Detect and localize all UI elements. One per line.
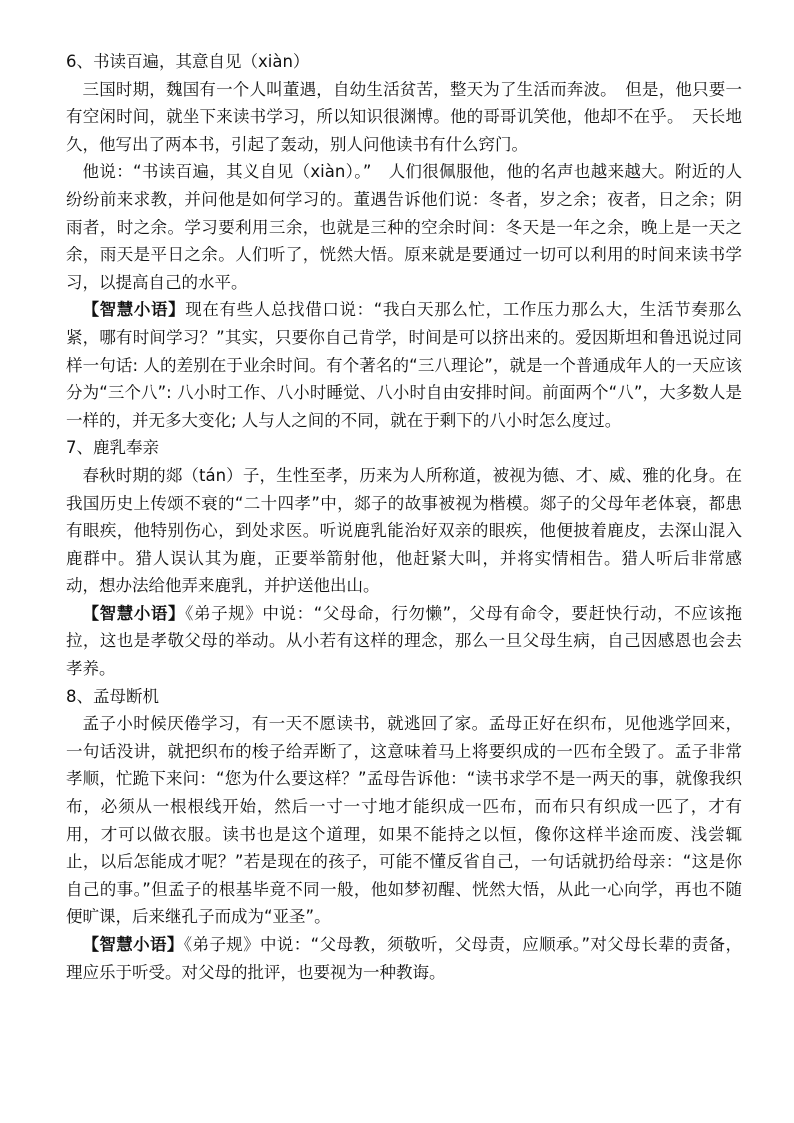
section-8-story: 孟子小时候厌倦学习，有一天不愿读书，就逃回了家。孟母正好在织布，见他逃学回来，一句话没讲，就把织布的梭子给弄断了，这意味着马上将要织成的一匹布全毁了。孟子非常孝顺，忙跪下来问：“您为什么要这样？”孟母告诉他：“读书求学不是一两天的事，就像我织布，必须从一根根线开始，然后一寸一寸地才能织成一匹布，而布只有织成一匹了，才有用，才可以做衣服。读书也是这个道理，如果不能持之以恒，像你这样半途而废、浅尝辄止，以后怎能成才呢？”若是现在的孩子，可能不懂反省自己，一句话就扔给母亲：“这是你自己的事。”但孟子的根基毕竟不同一般，他如梦初醒、恍然大悟，从此一心向学，再也不随便旷课，后来继孔子而成为“亚圣”。 — [66, 714, 742, 927]
document-page — [66, 48, 742, 986]
section-8-wisdom — [66, 931, 742, 986]
wisdom-tag: 【智慧小语】 — [82, 935, 184, 954]
section-6-wisdom-text: 现在有些人总找借口说：“我白天那么忙，工作压力那么大，生活节奏那么紧，哪有时间学习？”其实，只要你自己肯学，时间是可以挤出来的。爱因斯坦和鲁迅说过同样一句话: 人的差别在于业余时间。有个著名的“三八理论”，就是一个普通成年人的一天应该分为“三个八”: 八小时工作、八小时睡觉、八小时自由安排时间。前面两个“八”，大多数人是一样的，并无多大变化; 人与人之间的不同，就在于剩下的八小时怎么度过。 — [66, 300, 742, 430]
section-6-story: 三国时期，魏国有一个人叫董遇，自幼生活贫苦，整天为了生活而奔波。 但是，他只要一有空闲时间，就坐下来读书学习，所以知识很渊博。他的哥哥讥笑他，他却不在乎。 天长地久，他写出了两本书，引起了轰动，别人问他读书有什么窍门。 — [66, 79, 742, 154]
section-7-story: 春秋时期的郯（tán）子，生性至孝，历来为人所称道，被视为德、才、威、雅的化身。在我国历史上传颂不衰的“二十四孝”中，郯子的故事被视为楷模。郯子的父母年老体衰，都患有眼疾，他特别伤心，到处求医。听说鹿乳能治好双亲的眼疾，他便披着鹿皮，去深山混入鹿群中。猎人误认其为鹿，正要举箭射他，他赶紧大叫，并将实情相告。猎人听后非常感动，想办法给他弄来鹿乳，并护送他出山。 — [66, 465, 742, 596]
section-7-wisdom — [66, 600, 742, 683]
wisdom-tag: 【智慧小语】 — [82, 300, 186, 320]
wisdom-tag: 【智慧小语】 — [82, 603, 186, 623]
section-6-story-continued: 他说：“书读百遍，其义自见（xiàn）。” 人们很佩服他，他的名声也越来越大。附近的人纷纷前来求教，并问他是如何学习的。董遇告诉他们说：冬者，岁之余；夜者，日之余；阴雨者，时之余。学习要利用三余，也就是三种的空余时间：冬天是一年之余，晚上是一天之余，雨天是平日之余。人们听了，恍然大悟。原来就是要通过一切可以利用的时间来读书学习，以提高自己的水平。 — [66, 162, 742, 292]
section-6-heading: 6、书读百遍，其意自见（xiàn） — [66, 52, 310, 71]
section-8-heading: 8、孟母断机 — [66, 686, 159, 706]
section-6-wisdom — [66, 296, 742, 434]
section-7-heading: 7、鹿乳奉亲 — [66, 438, 159, 458]
section-8-wisdom-text: 《弟子规》中说：“父母教，须敬听，父母责，应顺承。”对父母长辈的责备，理应乐于听受。对父母的批评，也要视为一种教诲。 — [66, 935, 742, 982]
section-7-wisdom-text: 《弟子规》中说：“父母命，行勿懒”，父母有命令，要赶快行动，不应该拖拉，这也是孝敬父母的举动。从小若有这样的理念，那么一旦父母生病，自己因感恩也会去孝养。 — [66, 603, 742, 679]
